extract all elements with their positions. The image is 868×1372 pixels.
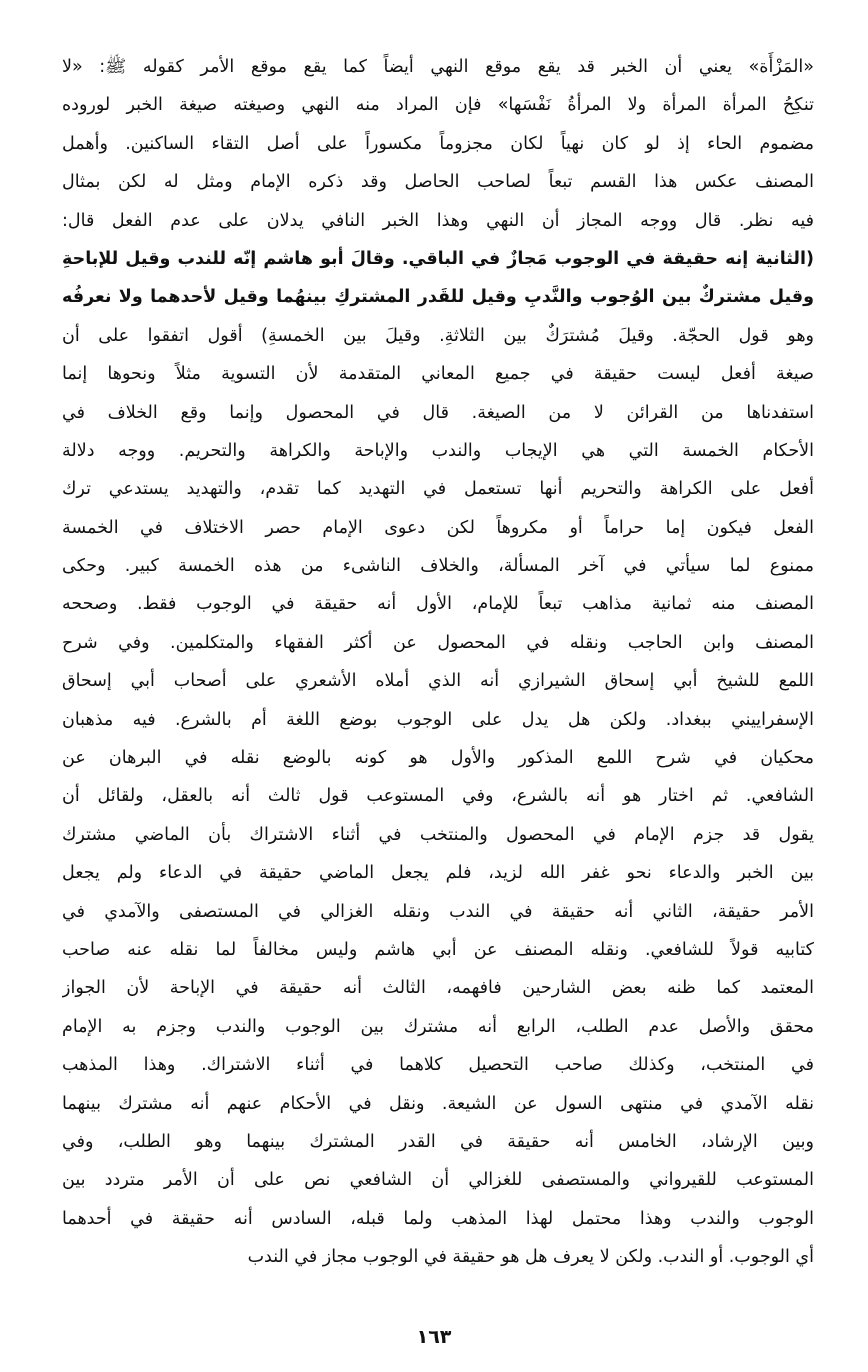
text-line: استفدناها من القرائن لا من الصيغة. قال في المحصول وإنما وقع الخلاف في — [62, 402, 814, 423]
text-line: بين الخبر والدعاء نحو غفر الله لزيد، فلم يجعل الماضي حقيقة في الدعاء ولم يجعل — [62, 863, 814, 884]
text-line: صيغة أفعل ليست حقيقة في جميع المعاني المتقدمة لأن التسوية مثلاً ونحوها إنما — [62, 364, 814, 385]
text-line: المصنف عكس هذا القسم تبعاً لصاحب الحاصل وقد ذكره الإمام ومثل له لكن بمثال — [62, 172, 814, 193]
text-line: أي الوجوب. أو الندب. ولكن لا يعرف هل هو حقيقة في الوجوب مجاز في الندب — [247, 1247, 814, 1268]
text-line: محكيان في شرح اللمع المذكور والأول هو كونه بالوضع نقله في البرهان عن — [62, 748, 814, 769]
text-line: الفعل فيكون إما حراماً أو مكروهاً لكن دعوى الإمام حصر الاختلاف في الخمسة — [62, 517, 814, 538]
text-line: «المَزْأَة» يعني أن الخبر قد يقع موقع النهي أيضاً كما يقع موقع الأمر كقوله ﷺ: «لا — [62, 57, 814, 77]
page-number: ١٦٣ — [416, 1326, 452, 1348]
text-line: تنكِحُ المرأة المرأة ولا المرأةُ نَفْسَها» فإن المراد منه النهي وصيغته صيغة الخبر لوروده — [62, 95, 814, 116]
text-line: الوجوب والندب وهذا محتمل لهذا المذهب ولما قبله، السادس أنه حقيقة في أحدهما — [62, 1208, 814, 1229]
text-line-bold: (الثانية إنه حقيقة في الوجوب مَجازٌ في الباقي. وقالَ أبو هاشم إنّه للندب وقيل للإباحةِ — [62, 248, 814, 269]
text-line: المصنف وابن الحاجب ونقله في المحصول عن أكثر الفقهاء والمتكلمين. وفي شرح — [62, 632, 814, 653]
text-line: اللمع للشيخ أبي إسحاق الشيرازي أنه الذي أملاه الأشعري على أصحاب أبي إسحاق — [62, 671, 814, 692]
text-line: المستوعب للقيرواني والمستصفى للغزالي أن الشافعي نص على أن الأمر متردد بين — [62, 1170, 814, 1191]
text-line: المعتمد كما ظنه بعض الشارحين فافهمه، الثالث أنه حقيقة في الإباحة لأن الجواز — [62, 978, 814, 999]
text-line-bold: وقيل مشتركٌ بين الوُجوب والنَّدبِ وقيل للقَدر المشتركِ بينهُما وقيل لأحدهما ولا نعرفُه — [62, 287, 814, 308]
text-line: الشافعي. ثم اختار هو أنه بالشرع، وفي المستوعب قول ثالث أنه بالعقل، ولقائل أن — [62, 786, 814, 807]
text-line: في المنتخب، وكذلك صاحب التحصيل كلاهما في أثناء الاشتراك. وهذا المذهب — [62, 1055, 814, 1076]
text-line: وهو قول الحجّة. وقيلَ مُشترَكٌ بين الثلاثةِ. وقيلَ بين الخمسةِ) أقول اتفقوا على أن — [62, 325, 814, 346]
document-page — [62, 48, 814, 1318]
text-line: المصنف منه ثمانية مذاهب تبعاً للإمام، الأول أنه حقيقة في الوجوب فقط. وصححه — [62, 594, 814, 615]
text-line: كتابيه قولاً للشافعي. ونقله المصنف عن أبي هاشم وليس مخالفاً لما نقله عنه صاحب — [62, 939, 814, 960]
text-line: أفعل على الكراهة والتحريم أنها تستعمل في التهديد كما تقدم، والتهديد يستدعي ترك — [62, 479, 814, 500]
text-line: محقق والأصل عدم الطلب، الرابع أنه مشترك بين الوجوب والندب وجزم به الإمام — [62, 1016, 814, 1037]
text-line: الأمر حقيقة، الثاني أنه حقيقة في الندب ونقله الغزالي في المستصفى والآمدي في — [62, 901, 814, 922]
text-line: ممنوع لما سيأتي في آخر المسألة، والخلاف الناشىء من هذه الخمسة كبير. وحكى — [62, 556, 814, 577]
text-line: نقله الآمدي في منتهى السول عن الشيعة. ونقل في الأحكام عنهم أنه مشترك بينهما — [62, 1093, 814, 1114]
text-line: الإسفراييني ببغداد. ولكن هل يدل على الوجوب بوضع اللغة أم بالشرع. فيه مذهبان — [62, 709, 814, 730]
text-line: الأحكام الخمسة التي هي الإيجاب والندب والإباحة والكراهة والتحريم. ووجه دلالة — [62, 440, 814, 461]
text-line: فيه نظر. قال ووجه المجاز أن النهي وهذا الخبر النافي يدلان على عدم الفعل قال: — [62, 210, 814, 231]
text-line: وبين الإرشاد، الخامس أنه حقيقة في القدر المشترك بينهما وهو الطلب، وفي — [62, 1131, 814, 1152]
text-line: مضموم الحاء إذ لو كان نهياً لكان مجزوماً مكسوراً على أصل التقاء الساكنين. وأهمل — [62, 133, 814, 154]
text-line: يقول قد جزم الإمام في المحصول والمنتخب في أثناء الاشتراك بأن الماضي مشترك — [62, 824, 814, 845]
